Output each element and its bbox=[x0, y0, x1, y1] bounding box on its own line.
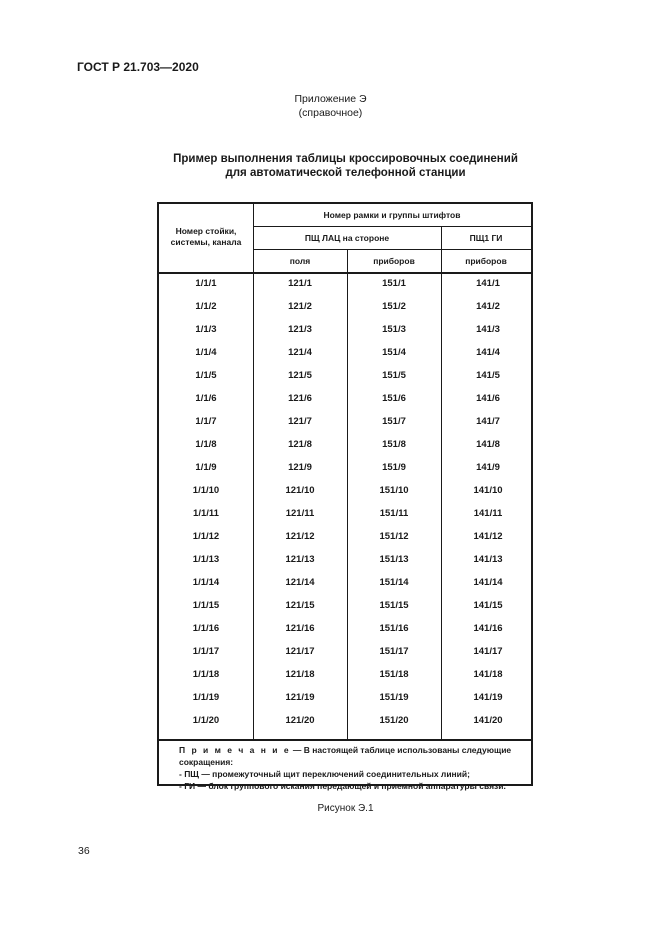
table-row bbox=[159, 296, 531, 319]
cell-field: 121/16 bbox=[285, 623, 315, 634]
cell-rack: 1/1/10 bbox=[192, 485, 220, 496]
document-header: ГОСТ Р 21.703—2020 bbox=[77, 60, 199, 74]
figure-caption: Рисунок Э.1 bbox=[317, 803, 374, 814]
cell-field: 121/4 bbox=[288, 347, 312, 358]
cell-devices-lac: 151/15 bbox=[379, 600, 409, 611]
table-row bbox=[159, 457, 531, 480]
cell-devices-lac: 151/14 bbox=[379, 577, 409, 588]
cell-devices-gi: 141/8 bbox=[476, 439, 500, 450]
header-pshch1-gi: ПЩ1 ГИ bbox=[469, 233, 503, 243]
cell-rack: 1/1/16 bbox=[192, 623, 220, 634]
cell-field: 121/5 bbox=[288, 370, 312, 381]
note-label: П р и м е ч а н и е bbox=[179, 745, 291, 755]
cell-devices-lac: 151/7 bbox=[382, 416, 406, 427]
table-row bbox=[159, 664, 531, 687]
table-row bbox=[159, 549, 531, 572]
cell-devices-lac: 151/18 bbox=[379, 669, 409, 680]
table-row bbox=[159, 710, 531, 733]
cell-field: 121/18 bbox=[285, 669, 315, 680]
cell-rack: 1/1/2 bbox=[195, 301, 217, 312]
header-rack-system-channel: Номер стойки, системы, канала bbox=[170, 226, 242, 247]
cell-devices-gi: 141/12 bbox=[473, 531, 503, 542]
cell-rack: 1/1/9 bbox=[195, 462, 217, 473]
table-row bbox=[159, 434, 531, 457]
table-row bbox=[159, 503, 531, 526]
table-row bbox=[159, 641, 531, 664]
cell-devices-lac: 151/2 bbox=[382, 301, 406, 312]
cell-devices-gi: 141/3 bbox=[476, 324, 500, 335]
cell-devices-gi: 141/10 bbox=[473, 485, 503, 496]
cell-devices-gi: 141/1 bbox=[476, 278, 500, 289]
note-line-2: - ГИ — блок группового искания передающей и приемной аппаратуры связи. bbox=[179, 781, 506, 791]
cell-field: 121/19 bbox=[285, 692, 315, 703]
cell-rack: 1/1/11 bbox=[193, 508, 219, 519]
cell-devices-lac: 151/1 bbox=[382, 278, 406, 289]
appendix-title: Приложение Э bbox=[294, 93, 367, 105]
table-row bbox=[159, 572, 531, 595]
note-intro-line bbox=[179, 744, 531, 768]
cell-field: 121/3 bbox=[288, 324, 312, 335]
cell-rack: 1/1/13 bbox=[192, 554, 220, 565]
cell-rack: 1/1/19 bbox=[192, 692, 220, 703]
cell-devices-gi: 141/15 bbox=[473, 600, 503, 611]
cell-field: 121/15 bbox=[285, 600, 315, 611]
cell-devices-gi: 141/6 bbox=[476, 393, 500, 404]
cell-devices-lac: 151/4 bbox=[382, 347, 406, 358]
cell-field: 121/17 bbox=[285, 646, 315, 657]
cross-connection-table bbox=[157, 202, 533, 791]
cell-rack: 1/1/20 bbox=[192, 715, 220, 726]
table-row bbox=[159, 365, 531, 388]
cell-field: 121/9 bbox=[288, 462, 312, 473]
cell-devices-gi: 141/4 bbox=[476, 347, 500, 358]
cell-rack: 1/1/1 bbox=[195, 278, 217, 289]
table-row bbox=[159, 411, 531, 434]
cell-devices-lac: 151/3 bbox=[382, 324, 406, 335]
cell-devices-lac: 151/16 bbox=[379, 623, 409, 634]
cell-devices-gi: 141/14 bbox=[473, 577, 503, 588]
cell-field: 121/1 bbox=[288, 278, 312, 289]
cell-devices-gi: 141/16 bbox=[473, 623, 503, 634]
cell-rack: 1/1/4 bbox=[195, 347, 217, 358]
header-frame-group: Номер рамки и группы штифтов bbox=[323, 210, 461, 220]
cell-devices-lac: 151/9 bbox=[382, 462, 406, 473]
cell-rack: 1/1/18 bbox=[192, 669, 220, 680]
caption-line-1: Пример выполнения таблицы кроссировочных соединений bbox=[173, 153, 518, 165]
table-row bbox=[159, 595, 531, 618]
cell-rack: 1/1/14 bbox=[192, 577, 220, 588]
note-line-1: - ПЩ — промежуточный щит переключений соединительных линий; bbox=[179, 769, 470, 779]
header-pshch-lac: ПЩ ЛАЦ на стороне bbox=[304, 233, 390, 243]
cell-devices-gi: 141/2 bbox=[476, 301, 500, 312]
table-row bbox=[159, 618, 531, 641]
cell-rack: 1/1/5 bbox=[195, 370, 217, 381]
note-intro: — В настоящей таблице использованы следующие сокращения: bbox=[179, 745, 512, 767]
cell-devices-gi: 141/11 bbox=[473, 508, 503, 519]
cell-devices-lac: 151/13 bbox=[379, 554, 409, 565]
cell-rack: 1/1/3 bbox=[195, 324, 217, 335]
cell-rack: 1/1/12 bbox=[192, 531, 220, 542]
table-note bbox=[179, 744, 531, 792]
header-devices-lac: приборов bbox=[373, 256, 415, 266]
cell-field: 121/2 bbox=[288, 301, 312, 312]
cell-devices-gi: 141/5 bbox=[476, 370, 500, 381]
header-field: поля bbox=[289, 256, 311, 266]
cell-field: 121/11 bbox=[285, 508, 315, 519]
table-body bbox=[159, 273, 531, 733]
table-row bbox=[159, 687, 531, 710]
cell-field: 121/8 bbox=[288, 439, 312, 450]
table-row bbox=[159, 273, 531, 296]
cell-devices-gi: 141/13 bbox=[473, 554, 503, 565]
cell-devices-gi: 141/9 bbox=[476, 462, 500, 473]
cell-devices-lac: 151/17 bbox=[379, 646, 409, 657]
page-number: 36 bbox=[78, 845, 90, 857]
cell-rack: 1/1/7 bbox=[195, 416, 217, 427]
cell-rack: 1/1/6 bbox=[195, 393, 217, 404]
cell-field: 121/12 bbox=[285, 531, 315, 542]
cell-field: 121/6 bbox=[288, 393, 312, 404]
caption-line-2: для автоматической телефонной станции bbox=[225, 167, 466, 179]
cell-devices-lac: 151/19 bbox=[379, 692, 409, 703]
appendix-heading bbox=[0, 92, 661, 120]
table-row bbox=[159, 388, 531, 411]
table-row bbox=[159, 526, 531, 549]
cell-field: 121/10 bbox=[285, 485, 315, 496]
cell-devices-lac: 151/20 bbox=[379, 715, 409, 726]
cell-field: 121/20 bbox=[285, 715, 315, 726]
cell-devices-gi: 141/7 bbox=[476, 416, 500, 427]
cell-devices-lac: 151/8 bbox=[382, 439, 406, 450]
cell-devices-lac: 151/10 bbox=[379, 485, 409, 496]
cell-devices-lac: 151/12 bbox=[379, 531, 409, 542]
cell-field: 121/7 bbox=[288, 416, 312, 427]
cell-devices-gi: 141/20 bbox=[473, 715, 503, 726]
cell-devices-lac: 151/5 bbox=[382, 370, 406, 381]
cell-rack: 1/1/17 bbox=[192, 646, 220, 657]
cell-field: 121/13 bbox=[285, 554, 315, 565]
cell-devices-gi: 141/18 bbox=[473, 669, 503, 680]
table-caption bbox=[0, 152, 661, 180]
header-devices-gi: приборов bbox=[465, 256, 507, 266]
cell-devices-gi: 141/19 bbox=[473, 692, 503, 703]
cell-rack: 1/1/15 bbox=[192, 600, 220, 611]
table-row bbox=[159, 342, 531, 365]
table-row bbox=[159, 319, 531, 342]
table-row bbox=[159, 480, 531, 503]
cell-field: 121/14 bbox=[285, 577, 315, 588]
appendix-subtitle: (справочное) bbox=[298, 107, 363, 119]
cell-rack: 1/1/8 bbox=[195, 439, 217, 450]
cell-devices-lac: 151/11 bbox=[379, 508, 409, 519]
cell-devices-lac: 151/6 bbox=[382, 393, 406, 404]
cell-devices-gi: 141/17 bbox=[473, 646, 503, 657]
